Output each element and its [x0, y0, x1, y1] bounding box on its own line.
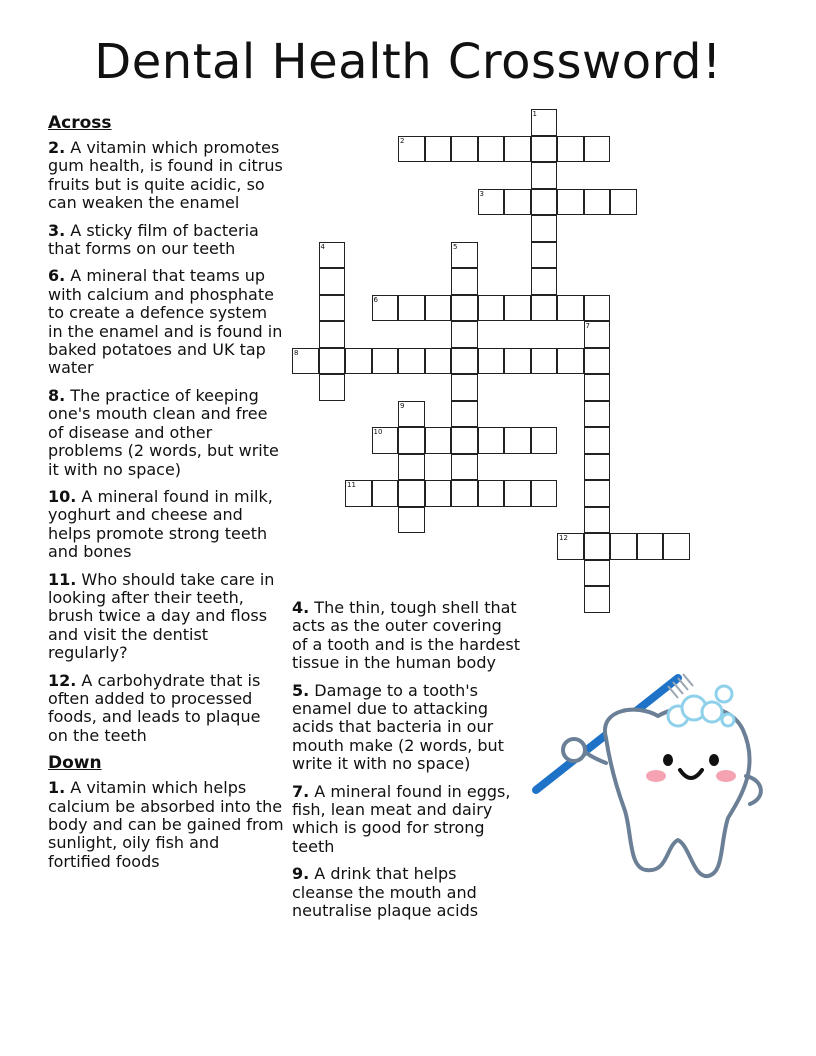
grid-cell[interactable] [478, 189, 505, 216]
cell-number: 4 [320, 242, 325, 251]
grid-cell[interactable] [504, 189, 531, 216]
grid-cell[interactable] [372, 480, 399, 507]
cell-number: 3 [479, 189, 484, 198]
grid-cell[interactable] [584, 295, 611, 322]
clue-number: 3. [48, 220, 66, 240]
grid-cell[interactable] [504, 480, 531, 507]
grid-cell[interactable] [425, 136, 452, 163]
grid-cell[interactable] [504, 136, 531, 163]
grid-cell[interactable] [451, 374, 478, 401]
clue-text: A sticky film of bacteria that forms on our teeth [48, 220, 259, 259]
grid-cell[interactable] [451, 427, 478, 454]
grid-cell[interactable] [398, 295, 425, 322]
grid-cell[interactable] [398, 348, 425, 375]
clue-number: 1. [48, 778, 66, 798]
cell-number: 1 [532, 110, 537, 118]
grid-cell[interactable] [345, 348, 372, 375]
grid-cell[interactable] [451, 454, 478, 481]
grid-cell[interactable] [584, 454, 611, 481]
grid-cell[interactable] [425, 295, 452, 322]
grid-cell[interactable] [372, 348, 399, 375]
grid-cell[interactable] [584, 401, 611, 428]
grid-cell[interactable] [531, 162, 558, 189]
grid-cell[interactable] [504, 427, 531, 454]
grid-cell[interactable] [531, 268, 558, 295]
cell-number: 7 [585, 322, 590, 330]
grid-cell[interactable] [531, 189, 558, 216]
cell-number: 2 [400, 136, 405, 145]
clue-number: 7. [292, 781, 310, 801]
grid-cell[interactable] [584, 560, 611, 587]
clue-number: 9. [292, 864, 310, 884]
grid-cell[interactable] [663, 533, 690, 560]
grid-cell[interactable] [478, 295, 505, 322]
clue-number: 6. [48, 266, 66, 286]
grid-cell[interactable] [531, 242, 558, 269]
grid-cell[interactable] [319, 374, 346, 401]
grid-cell[interactable] [372, 427, 399, 454]
grid-cell[interactable] [584, 374, 611, 401]
cell-number: 9 [400, 401, 405, 410]
clue-number: 12. [48, 670, 77, 690]
grid-cell[interactable] [345, 480, 372, 507]
grid-cell[interactable] [372, 295, 399, 322]
grid-cell[interactable] [637, 533, 664, 560]
grid-cell[interactable] [425, 427, 452, 454]
grid-cell[interactable] [584, 136, 611, 163]
grid-cell[interactable] [451, 348, 478, 375]
grid-cell[interactable] [584, 507, 611, 534]
across-heading: Across [48, 113, 112, 133]
grid-cell[interactable] [478, 136, 505, 163]
clue-text: Damage to a tooth's enamel due to attacking acids that bacteria in our mouth make (2 words, but write it with no space) [292, 680, 504, 774]
grid-cell[interactable] [398, 136, 425, 163]
page-title: Dental Health Crossword! [94, 34, 722, 90]
clue-number: 8. [48, 385, 66, 405]
clue-text: A vitamin which promotes gum health, is found in citrus fruits but is quite acidic, so can weaken the enamel [48, 138, 283, 213]
cell-number: 6 [373, 295, 378, 304]
clue-text: The thin, tough shell that acts as the outer covering of a tooth and is the hardest tissue in the human body [292, 598, 520, 673]
clue-text: A mineral that teams up with calcium and phosphate to create a defence system in the enamel and is found in baked potatoes and UK tap water [48, 266, 283, 378]
grid-cell[interactable] [557, 533, 584, 560]
clue-text: The practice of keeping one's mouth clean and free of disease and other problems (2 words, but write it with no space) [48, 385, 279, 479]
clue-number: 2. [48, 138, 66, 157]
grid-cell[interactable] [398, 427, 425, 454]
grid-cell[interactable] [398, 401, 425, 428]
grid-cell[interactable] [425, 480, 452, 507]
grid-cell[interactable] [319, 348, 346, 375]
grid-cell[interactable] [504, 295, 531, 322]
clue-text: Who should take care in looking after their teeth, brush twice a day and floss and visit the dentist regularly? [48, 569, 275, 663]
grid-cell[interactable] [531, 215, 558, 242]
cell-number: 12 [559, 534, 568, 542]
grid-cell[interactable] [584, 480, 611, 507]
grid-cell[interactable] [451, 268, 478, 295]
grid-cell[interactable] [319, 242, 346, 269]
grid-cell[interactable] [584, 427, 611, 454]
grid-cell[interactable] [557, 348, 584, 375]
cell-number: 8 [294, 348, 299, 357]
clue-number: 5. [292, 680, 310, 700]
grid-cell[interactable] [451, 401, 478, 428]
clue-text: A mineral found in eggs, fish, lean meat and dairy which is good for strong teeth [292, 781, 511, 856]
grid-cell[interactable] [451, 295, 478, 322]
cell-number: 10 [373, 428, 383, 436]
grid-cell[interactable] [398, 480, 425, 507]
down-heading: Down [48, 753, 102, 774]
grid-cell[interactable] [610, 533, 637, 560]
grid-cell[interactable] [319, 321, 346, 348]
grid-cell[interactable] [610, 189, 637, 216]
clue-number: 10. [48, 486, 77, 506]
grid-cell[interactable] [584, 189, 611, 216]
cell-number: 5 [453, 242, 458, 251]
grid-cell[interactable] [398, 454, 425, 481]
grid-cell[interactable] [451, 480, 478, 507]
grid-cell[interactable] [531, 295, 558, 322]
grid-cell[interactable] [504, 348, 531, 375]
grid-cell[interactable] [557, 189, 584, 216]
grid-cell[interactable] [478, 348, 505, 375]
clue-text: A carbohydrate that is often added to processed foods, and leads to plaque on the teeth [48, 670, 261, 745]
grid-cell[interactable] [557, 136, 584, 163]
grid-cell[interactable] [319, 295, 346, 322]
grid-cell[interactable] [292, 348, 319, 375]
grid-cell[interactable] [425, 348, 452, 375]
clue-text: A drink that helps cleanse the mouth and neutralise plaque acids [292, 864, 479, 921]
clue-number: 4. [292, 598, 310, 617]
grid-cell[interactable] [531, 136, 558, 163]
grid-cell[interactable] [531, 109, 558, 136]
grid-cell[interactable] [531, 480, 558, 507]
grid-cell[interactable] [451, 242, 478, 269]
grid-cell[interactable] [584, 321, 611, 348]
grid-cell[interactable] [557, 295, 584, 322]
grid-cell[interactable] [584, 533, 611, 560]
clue-text: A vitamin which helps calcium be absorbed into the body and can be gained from sunlight, oily fish and fortified foods [48, 778, 284, 871]
grid-cell[interactable] [584, 348, 611, 375]
cell-number: 11 [347, 481, 356, 489]
tooth-with-toothbrush-icon [528, 668, 780, 894]
clue-text: A mineral found in milk, yoghurt and cheese and helps promote strong teeth and bones [48, 486, 273, 562]
grid-cell[interactable] [451, 136, 478, 163]
grid-cell[interactable] [531, 348, 558, 375]
clue-number: 11. [48, 569, 77, 589]
grid-cell[interactable] [451, 321, 478, 348]
grid-cell[interactable] [584, 586, 611, 613]
grid-cell[interactable] [478, 427, 505, 454]
grid-cell[interactable] [319, 268, 346, 295]
grid-cell[interactable] [531, 427, 558, 454]
grid-cell[interactable] [398, 507, 425, 534]
grid-cell[interactable] [478, 480, 505, 507]
